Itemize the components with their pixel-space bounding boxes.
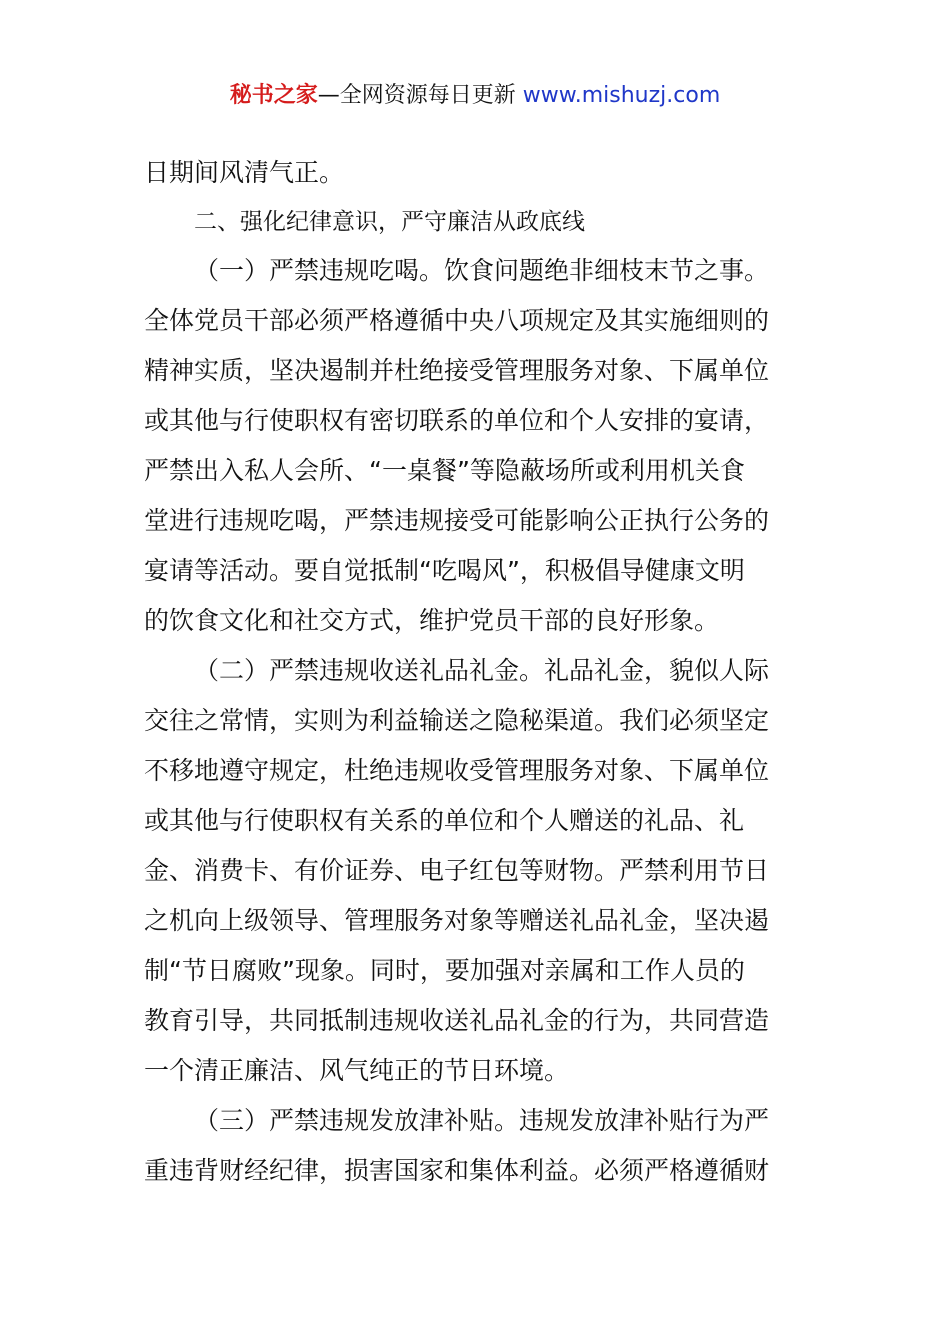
text-line: 金、消费卡、有价证券、电子红包等财物。严禁利用节日 — [144, 856, 770, 885]
text-line: 堂进行违规吃喝，严禁违规接受可能影响公正执行公务的 — [144, 506, 770, 535]
site-header — [0, 80, 950, 112]
text-line: 之机向上级领导、管理服务对象等赠送礼品礼金，坚决遏 — [144, 906, 770, 935]
paragraph-start: （三）严禁违规发放津补贴。违规发放津补贴行为严 — [194, 1106, 770, 1135]
site-url-link[interactable]: www.mishuzj.com — [522, 83, 721, 108]
text-line: 全体党员干部必须严格遵循中央八项规定及其实施细则的 — [144, 306, 770, 335]
text-line: 交往之常情，实则为利益输送之隐秘渠道。我们必须坚定 — [144, 706, 770, 735]
text-line: 重违背财经纪律，损害国家和集体利益。必须严格遵循财 — [144, 1156, 770, 1185]
text-line: 不移地遵守规定，杜绝违规收受管理服务对象、下属单位 — [144, 756, 770, 785]
text-line: 制“节日腐败”现象。同时，要加强对亲属和工作人员的 — [144, 956, 745, 985]
paragraph-start: （二）严禁违规收送礼品礼金。礼品礼金，貌似人际 — [194, 656, 770, 685]
site-tagline: —全网资源每日更新 — [317, 83, 516, 108]
text-line: 严禁出入私人会所、“一桌餐”等隐蔽场所或利用机关食 — [144, 456, 745, 485]
text-line: 精神实质，坚决遏制并杜绝接受管理服务对象、下属单位 — [144, 356, 770, 385]
text-line: 日期间风清气正。 — [144, 158, 345, 187]
section-heading: 二、强化纪律意识，严守廉洁从政底线 — [194, 209, 585, 235]
text-line: 或其他与行使职权有密切联系的单位和个人安排的宴请， — [144, 406, 770, 435]
paragraph-start: （一）严禁违规吃喝。饮食问题绝非细枝末节之事。 — [194, 256, 770, 285]
document-body — [144, 148, 808, 1196]
text-line: 的饮食文化和社交方式，维护党员干部的良好形象。 — [144, 606, 720, 635]
text-line: 教育引导，共同抵制违规收送礼品礼金的行为，共同营造 — [144, 1006, 770, 1035]
text-line: 宴请等活动。要自觉抵制“吃喝风”，积极倡导健康文明 — [144, 556, 745, 585]
site-brand: 秘书之家 — [229, 83, 318, 108]
text-line: 或其他与行使职权有关系的单位和个人赠送的礼品、礼 — [144, 806, 745, 835]
text-line: 一个清正廉洁、风气纯正的节日环境。 — [144, 1056, 570, 1085]
